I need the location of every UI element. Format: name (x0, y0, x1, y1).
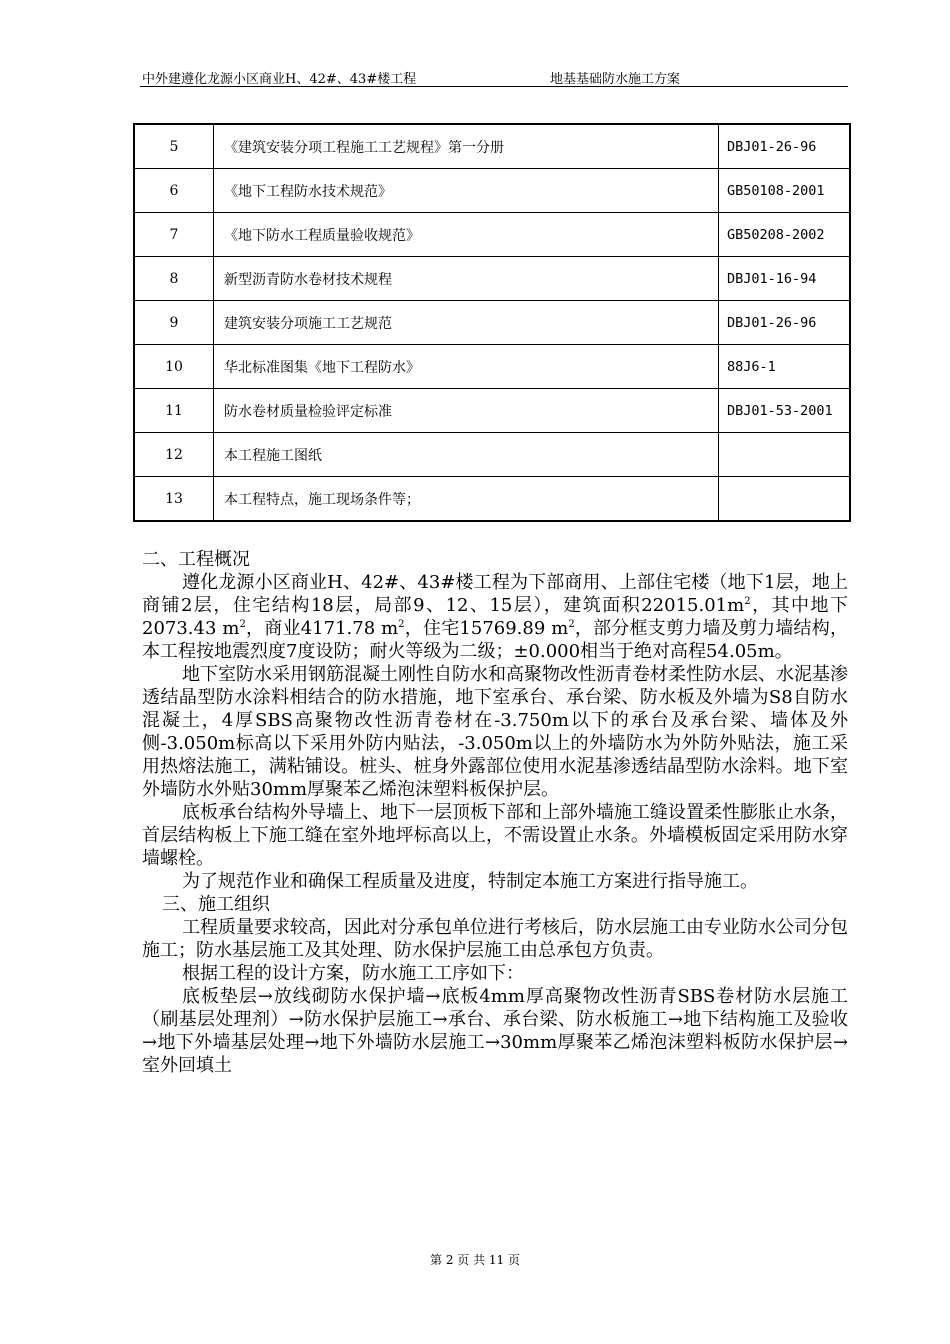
overview-paragraph: 遵化龙源小区商业H、42#、43#楼工程为下部商用、上部住宅楼（地下1层，地上商铺2层，住宅结构18层，局部9、12、15层），建筑面积$22015.01m^2$，其中地下2073.43 $m^2$，商业4171.78 $m^2$，住宅15769.89 $m^2$，部分框支剪力墙及剪力墙结构，本工程按地震烈度7度设防；耐火等级为二级；±0.000相当于绝对高程54.05m。 (142, 572, 849, 662)
row-number-cell: 9 (135, 301, 214, 345)
standard-code-cell: GB50108-2001 (719, 169, 850, 213)
row-number-cell: 10 (135, 345, 214, 389)
header-project-title: 中外建遵化龙源小区商业H、42#、43#楼工程 (142, 72, 417, 87)
standard-name-cell: 本工程特点，施工现场条件等； (214, 477, 719, 521)
section-title-overview: 二、工程概况 (142, 549, 250, 570)
row-number-cell: 5 (135, 125, 214, 169)
standard-code-cell (719, 433, 850, 477)
table-row (135, 125, 850, 169)
organization-paragraph: 工程质量要求较高，因此对分承包单位进行考核后，防水层施工由专业防水公司分包施工；防水基层施工及其处理、防水保护层施工由总承包方负责。 (142, 917, 848, 961)
document-body (142, 548, 848, 1077)
table-row (135, 301, 850, 345)
procedure-intro-paragraph: 根据工程的设计方案，防水施工工序如下： (182, 963, 524, 984)
standard-name-cell: 《地下工程防水技术规范》 (214, 169, 719, 213)
row-number-cell: 11 (135, 389, 214, 433)
page-header (140, 68, 848, 87)
procedure-sequence-paragraph: 底板垫层→放线砌防水保护墙→底板4mm厚高聚物改性沥青SBS卷材防水层施工（刷基层处理剂）→防水保护层施工→承台、承台梁、防水板施工→地下结构施工及验收→地下外墙基层处理→地下外墙防水层施工→30mm厚聚苯乙烯泡沫塑料板防水保护层→室外回填土 (142, 986, 848, 1076)
standard-code-cell: DBJ01-16-94 (719, 257, 850, 301)
table-row (135, 345, 850, 389)
row-number-cell: 12 (135, 433, 214, 477)
waterproof-measures-paragraph: 地下室防水采用钢筋混凝土刚性自防水和高聚物改性沥青卷材柔性防水层、水泥基渗透结晶型防水涂料相结合的防水措施，地下室承台、承台梁、防水板及外墙为S8自防水混凝土，4厚SBS高聚物改性沥青卷材在-3.750m以下的承台及承台梁、墙体及外侧-3.050m标高以下采用外防内贴法，-3.050m以上的外墙防水为外防外贴法，施工采用热熔法施工，满粘铺设。桩头、桩身外露部位使用水泥基渗透结晶型防水涂料。地下室外墙防水外贴30mm厚聚苯乙烯泡沫塑料板保护层。 (142, 664, 848, 800)
construction-joint-paragraph: 底板承台结构外导墙上、地下一层顶板下部和上部外墙施工缝设置柔性膨胀止水条，首层结构板上下施工缝在室外地坪标高以上，不需设置止水条。外墙模板固定采用防水穿墙螺栓。 (142, 802, 848, 869)
standard-code-cell: DBJ01-26-96 (719, 301, 850, 345)
standard-name-cell: 建筑安装分项施工工艺规范 (214, 301, 719, 345)
standard-name-cell: 本工程施工图纸 (214, 433, 719, 477)
standard-name-cell: 新型沥青防水卷材技术规程 (214, 257, 719, 301)
page-footer: 第 2 页 共 11 页 (430, 1253, 520, 1267)
purpose-paragraph: 为了规范作业和确保工程质量及进度，特制定本施工方案进行指导施工。 (182, 871, 758, 892)
table-row (135, 169, 850, 213)
table-row (135, 433, 850, 477)
standard-name-cell: 防水卷材质量检验评定标准 (214, 389, 719, 433)
standard-code-cell: GB50208-2002 (719, 213, 850, 257)
header-document-title: 地基基础防水施工方案 (550, 72, 681, 87)
table-row (135, 257, 850, 301)
standard-name-cell: 华北标准图集《地下工程防水》 (214, 345, 719, 389)
reference-standards-table (134, 124, 850, 521)
standard-code-cell: DBJ01-26-96 (719, 125, 850, 169)
row-number-cell: 7 (135, 213, 214, 257)
table-row (135, 477, 850, 521)
standard-code-cell: 88J6-1 (719, 345, 850, 389)
standard-name-cell: 《地下防水工程质量验收规范》 (214, 213, 719, 257)
table-row (135, 213, 850, 257)
row-number-cell: 8 (135, 257, 214, 301)
table-row (135, 389, 850, 433)
standard-code-cell: DBJ01-53-2001 (719, 389, 850, 433)
row-number-cell: 13 (135, 477, 214, 521)
standard-name-cell: 《建筑安装分项工程施工工艺规程》第一分册 (214, 125, 719, 169)
standard-code-cell (719, 477, 850, 521)
row-number-cell: 6 (135, 169, 214, 213)
section-title-organization: 三、施工组织 (162, 894, 270, 915)
